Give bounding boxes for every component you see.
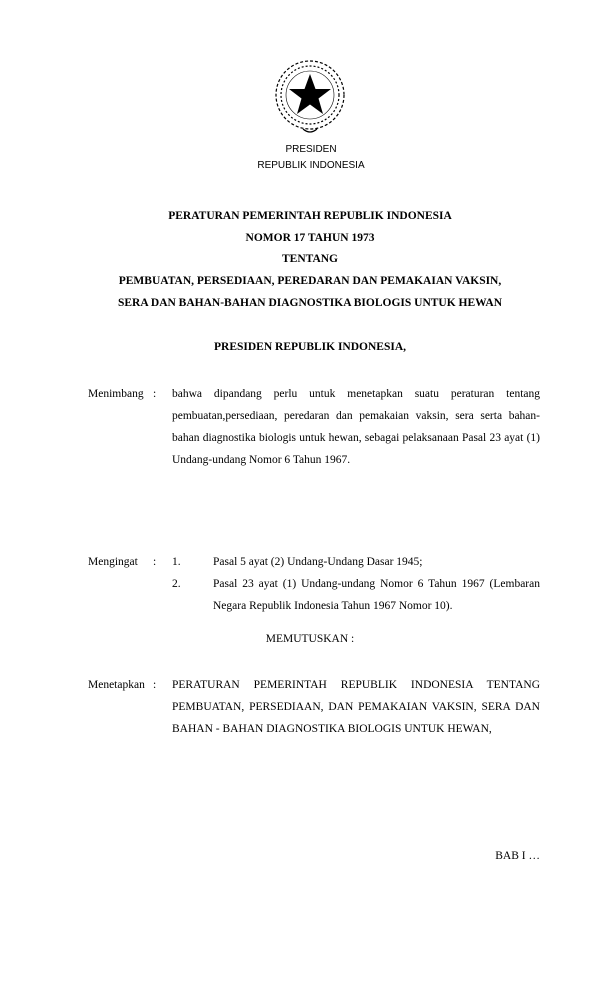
title-line: PERATURAN PEMERINTAH REPUBLIK INDONESIA xyxy=(168,210,452,222)
letterhead-republic: REPUBLIK INDONESIA xyxy=(257,160,365,171)
title-number: NOMOR 17 TAHUN 1973 xyxy=(245,231,375,244)
document-title xyxy=(60,206,560,315)
menimbang-text: bahwa dipandang perlu untuk menetapkan suatu peraturan tentang pembuatan,persediaan, peredaran dan pemakaian vaksin, sera serta bahan-bahan diagnostika biologis untuk hewan, sebagai pelaksanaan Pasal 23 ayat (1) Undang-undang Nomor 6 Tahun 1967. xyxy=(172,388,540,466)
colon: : xyxy=(153,388,157,400)
page-continuation: BAB I … xyxy=(495,850,540,862)
menimbang-label: Menimbang xyxy=(88,388,144,400)
title-line: TENTANG xyxy=(281,253,339,266)
issuer: PRESIDEN REPUBLIK INDONESIA, xyxy=(213,341,407,353)
colon: : xyxy=(153,679,157,691)
mengingat-label: Mengingat xyxy=(88,556,138,568)
memutuskan-heading: MEMUTUSKAN : xyxy=(265,633,355,645)
list-item-text: Pasal 5 ayat (2) Undang-Undang Dasar 1945; xyxy=(213,556,423,568)
list-item-number: 2. xyxy=(172,578,181,590)
colon: : xyxy=(153,556,157,568)
title-subject: SERA DAN BAHAN-BAHAN DIAGNOSTIKA BIOLOGIS UNTUK HEWAN xyxy=(117,296,503,309)
letterhead-president: PRESIDEN xyxy=(285,144,337,155)
presidential-emblem-icon xyxy=(270,57,350,137)
title-subject: PEMBUATAN, PERSEDIAAN, PEREDARAN DAN PEMAKAIAN VAKSIN, xyxy=(118,275,502,288)
list-item-text: Pasal 23 ayat (1) Undang-undang Nomor 6 Tahun 1967 (Lembaran Negara Republik Indonesia Tahun 1967 Nomor 10). xyxy=(213,578,540,612)
list-item-number: 1. xyxy=(172,556,181,568)
menetapkan-label: Menetapkan xyxy=(88,679,145,691)
menetapkan-text: PERATURAN PEMERINTAH REPUBLIK INDONESIA TENTANG PEMBUATAN, PERSEDIAAN, DAN PEMAKAIAN VAKSIN, SERA DAN BAHAN - BAHAN DIAGNOSTIKA BIOLOGIS UNTUK HEWAN, xyxy=(172,679,540,735)
